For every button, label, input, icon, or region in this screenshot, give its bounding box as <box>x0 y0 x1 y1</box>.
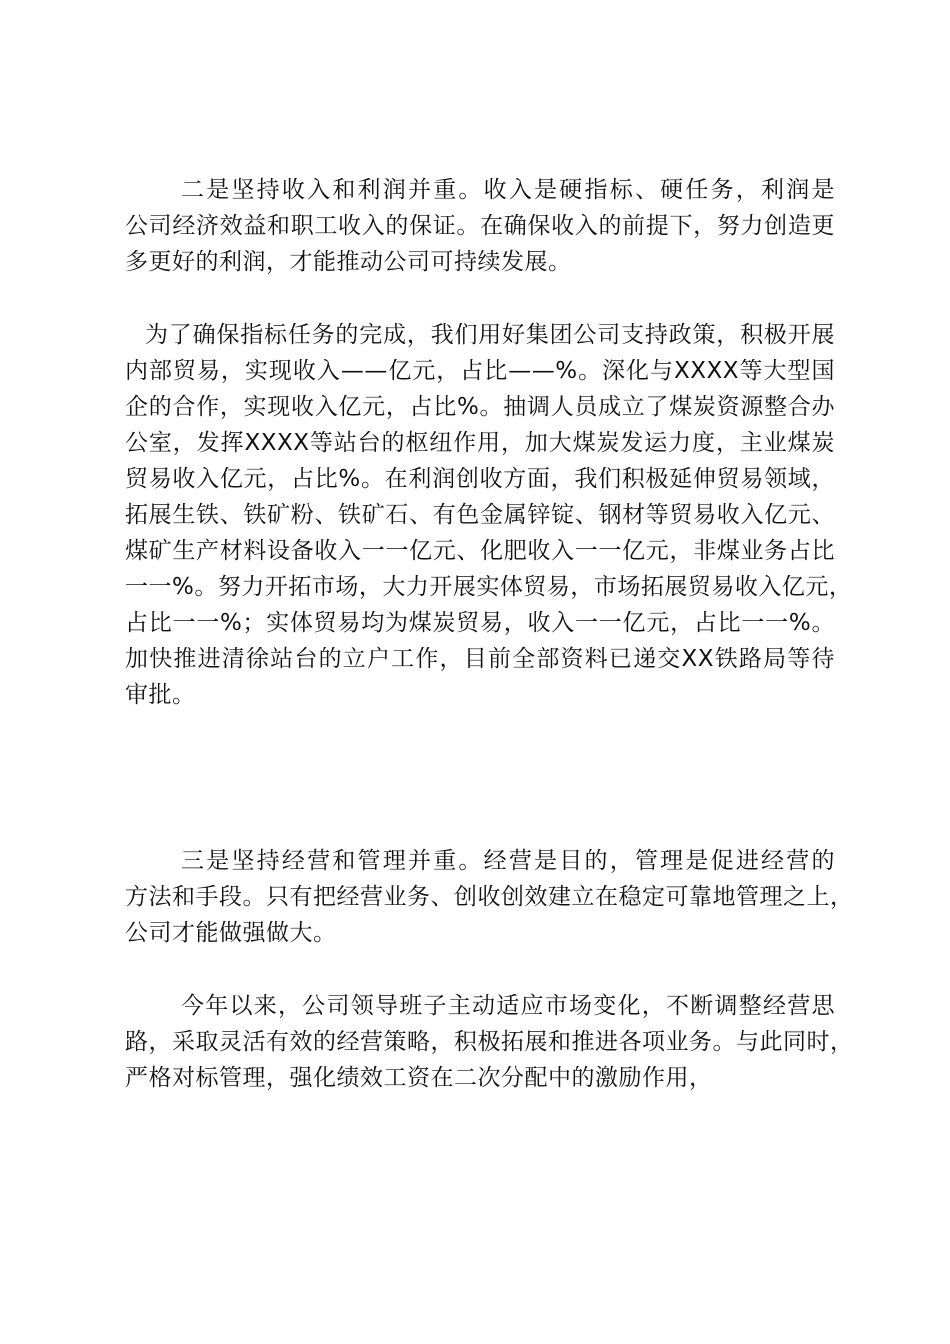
text-line: 方法和手段。只有把经营业务、创收创效建立在稳定可靠地管理之上， <box>125 884 854 910</box>
text-line: 一一%。努力开拓市场，大力开展实体贸易，市场拓展贸易收入亿元， <box>125 574 853 600</box>
paragraph-income-profit <box>125 172 835 280</box>
paragraph-operation-management <box>125 843 854 951</box>
text-line: 煤矿生产材料设备收入一一亿元、化肥收入一一亿元，非煤业务占比 <box>125 538 835 564</box>
text-line: 多更好的利润，才能推动公司可持续发展。 <box>125 249 572 275</box>
text-line: 三是坚持经营和管理并重。经营是目的，管理是促进经营的 <box>181 848 835 874</box>
text-line: 加快推进清徐站台的立户工作，目前全部资料已递交XX铁路局等待 <box>125 646 835 672</box>
text-line: 企的合作，实现收入亿元，占比%。抽调人员成立了煤炭资源整合办 <box>125 394 835 420</box>
text-line: 今年以来，公司领导班子主动适应市场变化，不断调整经营思 <box>181 993 835 1019</box>
text-line: 路，采取灵活有效的经营策略，积极拓展和推进各项业务。与此同时， <box>125 1029 854 1055</box>
paragraph-this-year <box>125 988 854 1096</box>
text-line: 公室，发挥XXXX等站台的枢纽作用，加大煤炭发运力度，主业煤炭 <box>125 430 835 456</box>
text-line: 公司经济效益和职工收入的保证。在确保收入的前提下，努力创造更 <box>125 213 835 239</box>
text-line: 贸易收入亿元，占比%。在利润创收方面，我们积极延伸贸易领域， <box>125 466 835 492</box>
text-line: 内部贸易，实现收入——亿元，占比——%。深化与XXXX等大型国 <box>125 358 835 384</box>
text-line: 严格对标管理，强化绩效工资在二次分配中的激励作用， <box>125 1065 713 1091</box>
text-line: 二是坚持收入和利润并重。收入是硬指标、硬任务，利润是 <box>181 177 835 203</box>
text-line: 为了确保指标任务的完成，我们用好集团公司支持政策，积极开展 <box>145 322 835 348</box>
text-line: 审批。 <box>125 682 196 708</box>
text-line: 占比一一%；实体贸易均为煤炭贸易，收入一一亿元，占比一一%。 <box>125 610 835 636</box>
text-line: 拓展生铁、铁矿粉、铁矿石、有色金属锌锭、钢材等贸易收入亿元、 <box>125 502 835 528</box>
text-line: 公司才能做强做大。 <box>125 920 337 946</box>
paragraph-indicator-tasks <box>125 317 853 713</box>
